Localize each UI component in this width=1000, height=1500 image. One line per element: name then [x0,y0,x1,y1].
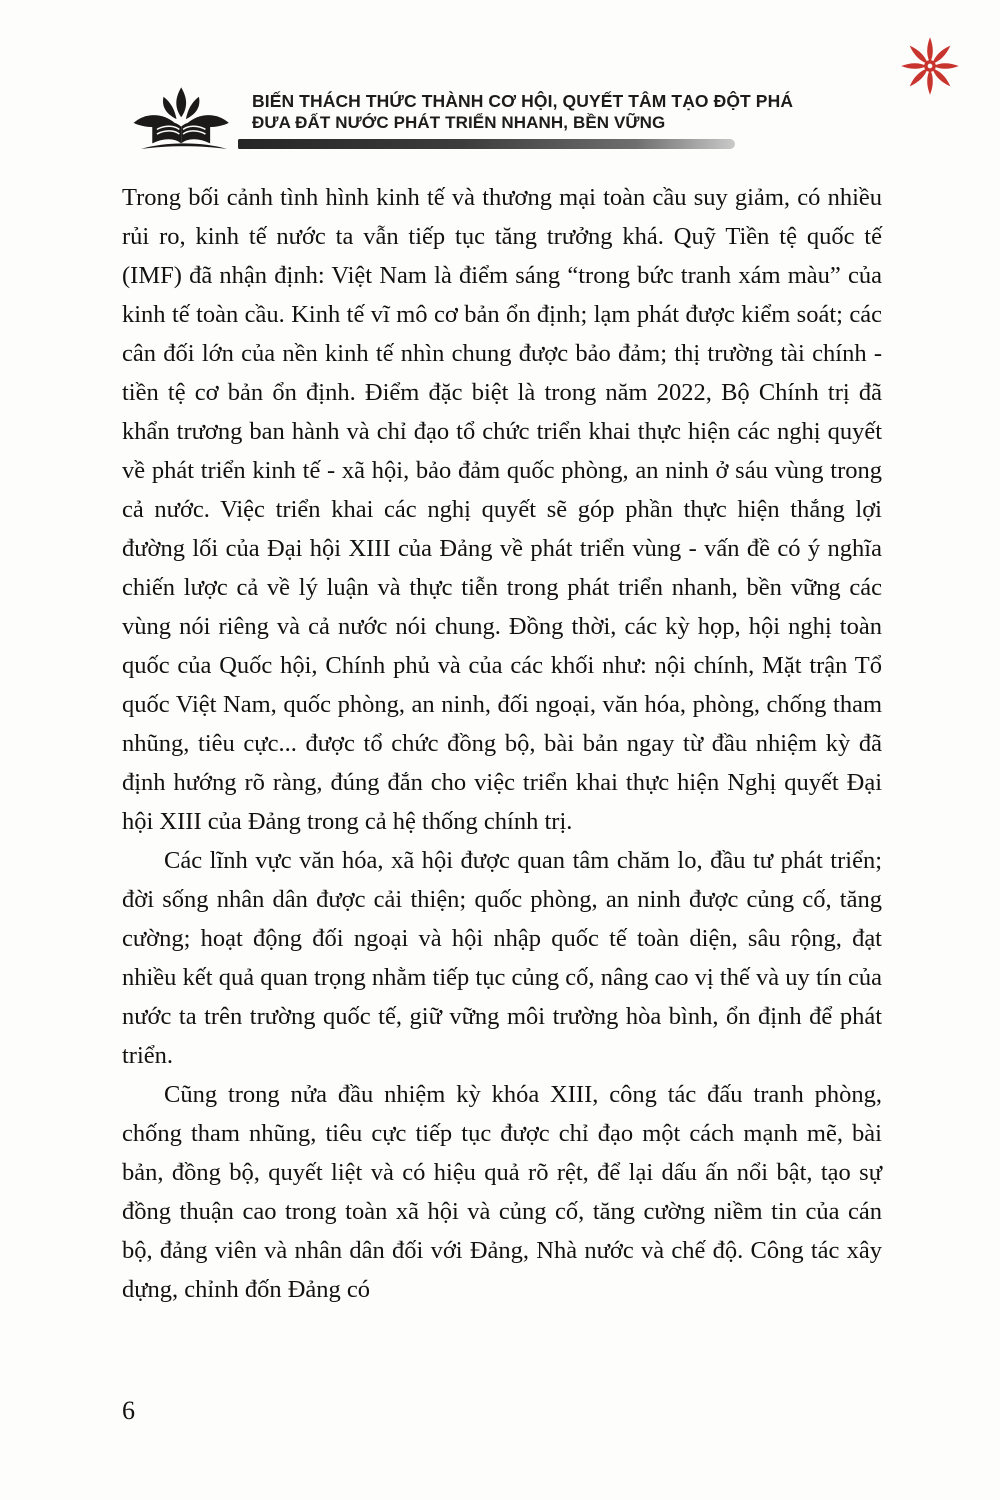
page-body [122,178,882,1309]
body-paragraph: Trong bối cảnh tình hình kinh tế và thương mại toàn cầu suy giảm, có nhiều rủi ro, kinh tế nước ta vẫn tiếp tục tăng trưởng khá. Quỹ Tiền tệ quốc tế (IMF) đã nhận định: Việt Nam là điểm sáng “trong bức tranh xám màu” của kinh tế toàn cầu. Kinh tế vĩ mô cơ bản ổn định; lạm phát được kiểm soát; các cân đối lớn của nền kinh tế nhìn chung được bảo đảm; thị trường tài chính - tiền tệ cơ bản ổn định. Điểm đặc biệt là trong năm 2022, Bộ Chính trị đã khẩn trương ban hành và chỉ đạo tổ chức triển khai thực hiện các nghị quyết về phát triển kinh tế - xã hội, bảo đảm quốc phòng, an ninh ở sáu vùng trong cả nước. Việc triển khai các nghị quyết sẽ góp phần thực hiện thắng lợi đường lối của Đại hội XIII của Đảng về phát triển vùng - vấn đề có ý nghĩa chiến lược cả về lý luận và thực tiễn trong phát triển nhanh, bền vững các vùng nói riêng và cả nước nói chung. Đồng thời, các kỳ họp, hội nghị toàn quốc của Quốc hội, Chính phủ và của các khối như: nội chính, Mặt trận Tổ quốc Việt Nam, quốc phòng, an ninh, đối ngoại, văn hóa, phòng, chống tham nhũng, tiêu cực... được tổ chức đồng bộ, bài bản ngay từ đầu nhiệm kỳ đã định hướng rõ ràng, đúng đắn cho việc triển khai thực hiện Nghị quyết Đại hội XIII của Đảng trong cả hệ thống chính trị. [122,184,882,835]
page-number: 6 [122,1396,135,1425]
body-paragraph: Các lĩnh vực văn hóa, xã hội được quan tâm chăm lo, đầu tư phát triển; đời sống nhân dân được cải thiện; quốc phòng, an ninh được củng cố, tăng cường; hoạt động đối ngoại và hội nhập quốc tế toàn diện, sâu rộng, đạt nhiều kết quả quan trọng nhằm tiếp tục củng cố, nâng cao vị thế và uy tín của nước ta trên trường quốc tế, giữ vững môi trường hòa bình, ổn định để phát triển. [122,847,882,1069]
lotus-open-book-logo-icon [128,82,240,160]
body-paragraph: Cũng trong nửa đầu nhiệm kỳ khóa XIII, công tác đấu tranh phòng, chống tham nhũng, tiêu cực tiếp tục được chỉ đạo một cách mạnh mẽ, bài bản, đồng bộ, quyết liệt và có hiệu quả rõ rệt, để lại dấu ấn nổi bật, tạo sự đồng thuận cao trong toàn xã hội và củng cố, tăng cường niềm tin của cán bộ, đảng viên và nhân dân đối với Đảng, Nhà nước và chế độ. Công tác xây dựng, chỉnh đốn Đảng có [122,1081,882,1303]
header-rule [238,139,735,149]
red-flower-star-emblem-icon [898,34,962,98]
running-header [252,90,793,134]
running-header-line2: ĐƯA ĐẤT NƯỚC PHÁT TRIỂN NHANH, BỀN VỮNG [252,113,666,133]
running-header-line1: BIẾN THÁCH THỨC THÀNH CƠ HỘI, QUYẾT TÂM TẠO ĐỘT PHÁ [252,91,794,111]
